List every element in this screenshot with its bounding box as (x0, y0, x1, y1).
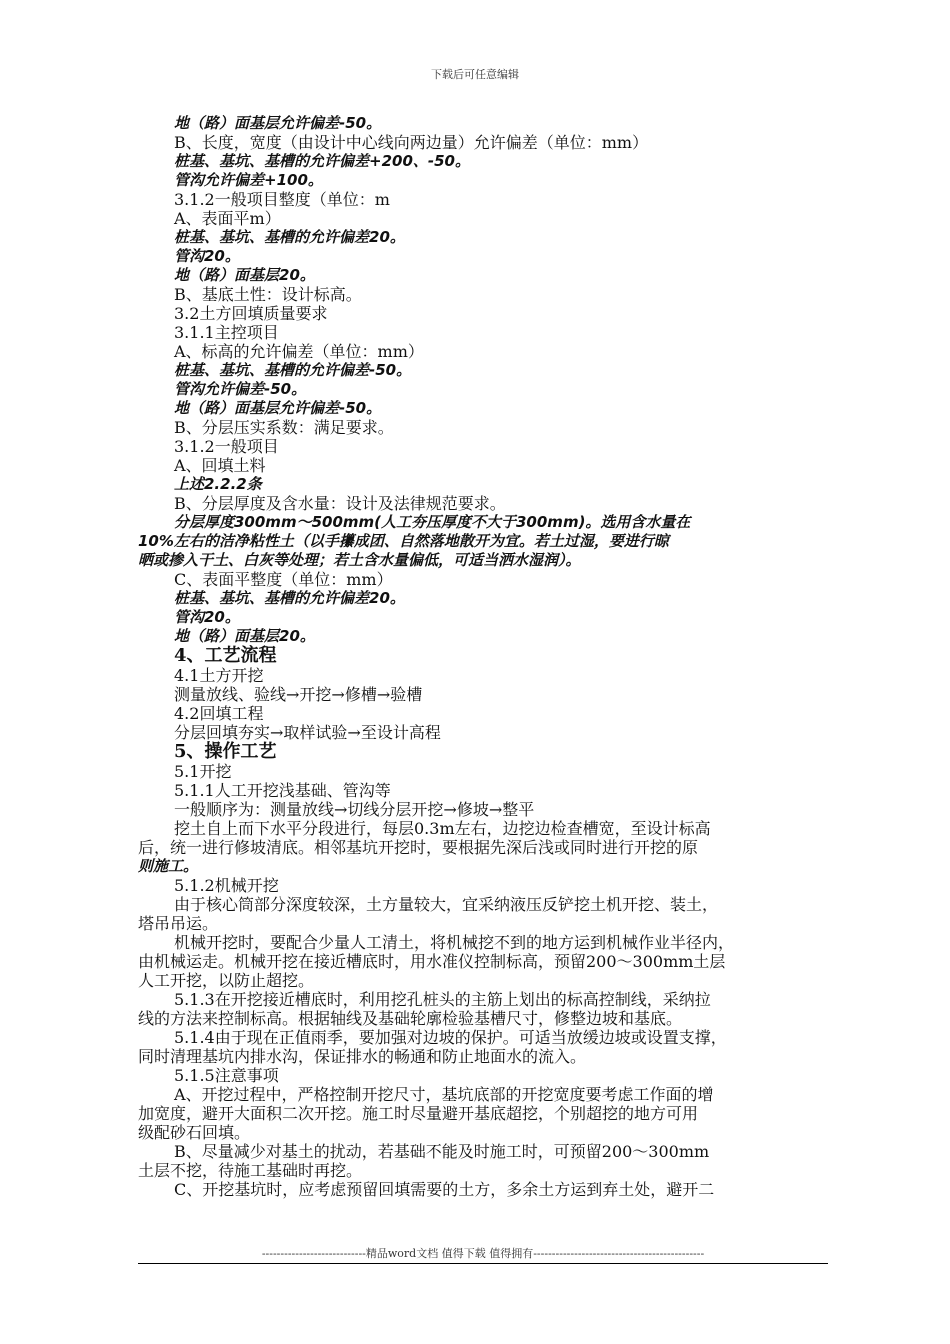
text-line: A、开挖过程中，严格控制开挖尺寸，基坑底部的开挖宽度要考虑工作面的增 (174, 1085, 714, 1104)
text-line: 地（路）面基层允许偏差-50。 (174, 114, 382, 132)
text-line: 管沟20。 (174, 608, 240, 626)
text-line: 管沟允许偏差+100。 (174, 171, 323, 189)
text-line: 5.1.2机械开挖 (174, 876, 279, 895)
page-header: 下载后可任意编辑 (431, 68, 519, 81)
text-line: 地（路）面基层允许偏差-50。 (174, 399, 382, 417)
text-line: 机械开挖时，要配合少量人工清土，将机械挖不到的地方运到机械作业半径内， (174, 933, 735, 952)
text-line: 5.1.1人工开挖浅基础、管沟等 (174, 781, 391, 800)
text-line: 5.1.4由于现在正值雨季，要加强对边坡的保护。可适当放缓边坡或设置支撑， (174, 1028, 727, 1047)
text-line: 则施工。 (138, 857, 199, 875)
text-line: 线的方法来控制标高。根据轴线及基础轮廓检验基槽尺寸，修整边坡和基底。 (138, 1009, 683, 1028)
text-line: 地（路）面基层20。 (174, 627, 315, 645)
page-footer: ----------------------------精品word文档 值得下载 值得拥有---------------------------------------------- (261, 1247, 705, 1260)
text-line: 晒或掺入干土、白灰等处理；若土含水量偏低，可适当洒水湿润）。 (138, 551, 581, 569)
text-line: 4.2回填工程 (174, 704, 264, 723)
text-line: 由于核心筒部分深度较深，土方量较大，宜采纳液压反铲挖土机开挖、装土， (174, 895, 719, 914)
text-line: 测量放线、验线→开挖→修槽→验槽 (174, 685, 423, 704)
text-line: 上述2.2.2条 (174, 475, 262, 493)
text-line: 桩基、基坑、基槽的允许偏差-50。 (174, 361, 412, 379)
text-line: 地（路）面基层20。 (174, 266, 315, 284)
text-line: 桩基、基坑、基槽的允许偏差+200、-50。 (174, 152, 470, 170)
text-line: 加宽度，避开大面积二次开挖。施工时尽量避开基底超挖，个别超挖的地方可用 (138, 1104, 699, 1123)
text-line: 桩基、基坑、基槽的允许偏差20。 (174, 589, 405, 607)
text-line: B、长度，宽度（由设计中心线向两边量）允许偏差（单位：mm） (174, 133, 649, 152)
text-line: 人工开挖，以防止超挖。 (138, 971, 315, 990)
text-line: 4、工艺流程 (174, 645, 277, 666)
text-line: 5.1.3在开挖接近槽底时，利用挖孔桩头的主筋上划出的标高控制线，采纳拉 (174, 990, 711, 1009)
text-line: 5.1.5注意事项 (174, 1066, 279, 1085)
text-line: 5.1开挖 (174, 762, 232, 781)
document-body (138, 114, 828, 1199)
text-line: 土层不挖，待施工基础时再挖。 (138, 1161, 363, 1180)
text-line: 一般顺序为：测量放线→切线分层开挖→修坡→整平 (174, 800, 535, 819)
text-line: 分层厚度300mm～500mm(人工夯压厚度不大于300mm)。选用含水量在 (174, 513, 691, 531)
text-line: B、分层压实系数：满足要求。 (174, 418, 394, 437)
text-line: 由机械运走。机械开挖在接近槽底时，用水准仪控制标高，预留200～300mm土层 (138, 952, 726, 971)
text-line: B、尽量减少对基土的扰动，若基础不能及时施工时，可预留200～300mm (174, 1142, 710, 1161)
text-line: 管沟20。 (174, 247, 240, 265)
text-line: 3.1.2一般项目 (174, 437, 279, 456)
text-line: 管沟允许偏差-50。 (174, 380, 307, 398)
text-line: 3.1.2一般项目整度（单位：m (174, 190, 390, 209)
text-line: B、分层厚度及含水量：设计及法律规范要求。 (174, 494, 506, 513)
text-line: B、基底土性：设计标高。 (174, 285, 362, 304)
text-line: 3.2土方回填质量要求 (174, 304, 328, 323)
text-line: 4.1土方开挖 (174, 666, 264, 685)
text-line: 后，统一进行修坡清底。相邻基坑开挖时，要根据先深后浅或同时进行开挖的原 (138, 838, 699, 857)
footer-rule (138, 1263, 828, 1264)
text-line: 5、操作工艺 (174, 741, 277, 762)
text-line: A、回填土料 (174, 456, 266, 475)
text-line: 3.1.1主控项目 (174, 323, 279, 342)
text-line: 塔吊吊运。 (138, 914, 219, 933)
text-line: 同时清理基坑内排水沟，保证排水的畅通和防止地面水的流入。 (138, 1047, 587, 1066)
text-line: 10%左右的洁净粘性土（以手攥成团、自然落地散开为宜。若土过湿，要进行晾 (138, 532, 669, 550)
text-line: 分层回填夯实→取样试验→至设计高程 (174, 723, 441, 742)
text-line: A、表面平m） (174, 209, 281, 228)
text-line: A、标高的允许偏差（单位：mm） (174, 342, 424, 361)
text-line: 级配砂石回填。 (138, 1123, 251, 1142)
text-line: C、表面平整度（单位：mm） (174, 570, 393, 589)
text-line: 挖土自上而下水平分段进行，每层0.3m左右，边挖边检查槽宽，至设计标高 (174, 819, 711, 838)
text-line: 桩基、基坑、基槽的允许偏差20。 (174, 228, 405, 246)
text-line: C、开挖基坑时，应考虑预留回填需要的土方，多余土方运到弃土处，避开二 (174, 1180, 715, 1199)
